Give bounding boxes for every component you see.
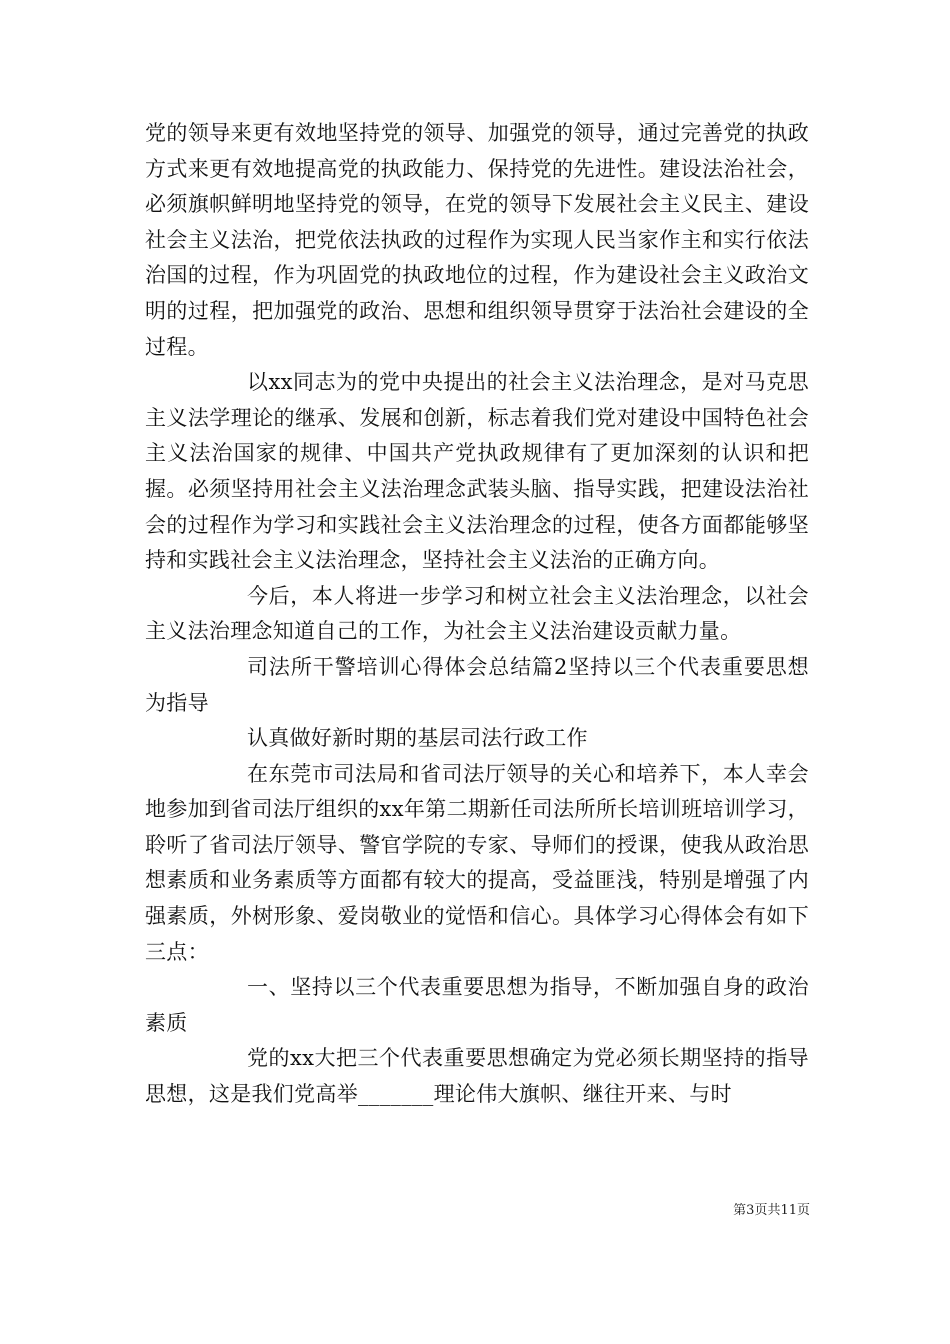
paragraph-future-commitment: 今后，本人将进一步学习和树立社会主义法治理念，以社会主义法治理念知道自己的工作，为社会主义法治建设贡献力量。 (145, 583, 809, 644)
paragraph-guiding-thought: 党的xx大把三个代表重要思想确定为党必须长期坚持的指导思想，这是我们党高举_______理论伟大旗帜、继往开来、与时 (145, 1046, 809, 1107)
paragraph-training-experience: 在东莞市司法局和省司法厅领导的关心和培养下，本人幸会地参加到省司法厅组织的xx年第二期新任司法所所长培训班培训学习，聆听了省司法厅领导、警官学院的专家、导师们的授课，使我从政治思想素质和业务素质等方面都有较大的提高，受益匪浅，特别是增强了内强素质，外树形象、爱岗敬业的觉悟和信心。具体学习心得体会有如下三点： (145, 761, 809, 964)
page-number-footer: 第3页共11页 (733, 1203, 810, 1218)
paragraph-rule-of-law-concept: 以xx同志为的党中央提出的社会主义法治理念，是对马克思主义法学理论的继承、发展和创新，标志着我们党对建设中国特色社会主义法治国家的规律、中国共产党执政规律有了更加深刻的认识和把握。必须坚持用社会主义法治理念武装头脑、指导实践，把建设法治社会的过程作为学习和实践社会主义法治理念的过程，使各方面都能够坚持和实践社会主义法治理念，坚持社会主义法治的正确方向。 (145, 370, 809, 573)
paragraph-subtitle: 认真做好新时期的基层司法行政工作 (247, 726, 588, 751)
paragraph-party-leadership: 党的领导来更有效地坚持党的领导、加强党的领导，通过完善党的执政方式来更有效地提高党的执政能力、保持党的先进性。建设法治社会，必须旗帜鲜明地坚持党的领导，在党的领导下发展社会主义民主、建设社会主义法治，把党依法执政的过程作为实现人民当家作主和实行依法治国的过程，作为巩固党的执政地位的过程，作为建设社会主义政治文明的过程，把加强党的政治、思想和组织领导贯穿于法治社会建设的全过程。 (145, 121, 809, 359)
document-body (145, 116, 809, 1113)
paragraph-article-2-title: 司法所干警培训心得体会总结篇2坚持以三个代表重要思想为指导 (145, 654, 809, 715)
paragraph-section-one-heading: 一、坚持以三个代表重要思想为指导，不断加强自身的政治素质 (145, 975, 809, 1035)
